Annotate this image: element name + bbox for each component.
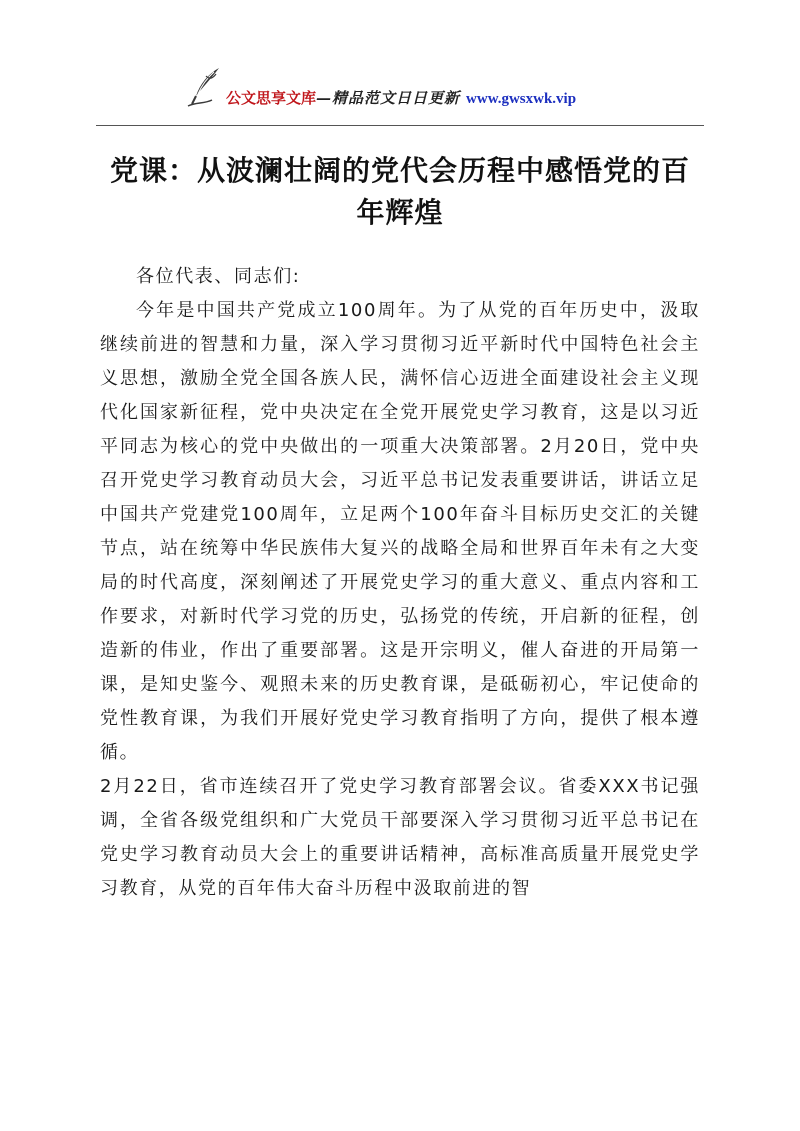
salutation: 各位代表、同志们: bbox=[136, 266, 301, 287]
header-divider bbox=[96, 125, 704, 126]
page-header bbox=[96, 58, 704, 126]
site-brand: 公文思享文库 bbox=[226, 89, 317, 107]
header-line bbox=[226, 88, 576, 109]
site-url-link[interactable]: www.gwsxwk.vip bbox=[466, 91, 577, 107]
quill-pen-icon bbox=[186, 66, 224, 108]
document-body bbox=[100, 260, 700, 906]
body-paragraph: 今年是中国共产党成立100周年。为了从党的百年历史中，汲取继续前进的智慧和力量，深入学习贯彻习近平新时代中国特色社会主义思想，激励全党全国各族人民，满怀信心迈进全面建设社会主义现代化国家新征程，党中央决定在全党开展党史学习教育，这是以习近平同志为核心的党中央做出的一项重大决策部署。2月20日，党中央召开党史学习教育动员大会，习近平总书记发表重要讲话，讲话立足中国共产党建党100周年，立足两个100年奋斗目标历史交汇的关键节点，站在统筹中华民族伟大复兴的战略全局和世界百年未有之大变局的时代高度，深刻阐述了开展党史学习的重大意义、重点内容和工作要求，对新时代学习党的历史，弘扬党的传统，开启新的征程，创造新的伟业，作出了重要部署。这是开宗明义，催人奋进的开局第一课，是知史鉴今、观照未来的历史教育课，是砥砺初心，牢记使命的党性教育课，为我们开展好党史学习教育指明了方向，提供了根本遵循。 bbox=[100, 300, 700, 763]
site-slogan: —精品范文日日更新 bbox=[316, 89, 461, 107]
document-title: 党课：从波澜壮阔的党代会历程中感悟党的百年辉煌 bbox=[109, 154, 690, 229]
body-paragraph: 2月22日，省市连续召开了党史学习教育部署会议。省委XXX书记强调，全省各级党组织和广大党员干部要深入学习贯彻习近平总书记在党史学习教育动员大会上的重要讲话精神，高标准高质量开展党史学习教育，从党的百年伟大奋斗历程中汲取前进的智 bbox=[100, 776, 700, 899]
